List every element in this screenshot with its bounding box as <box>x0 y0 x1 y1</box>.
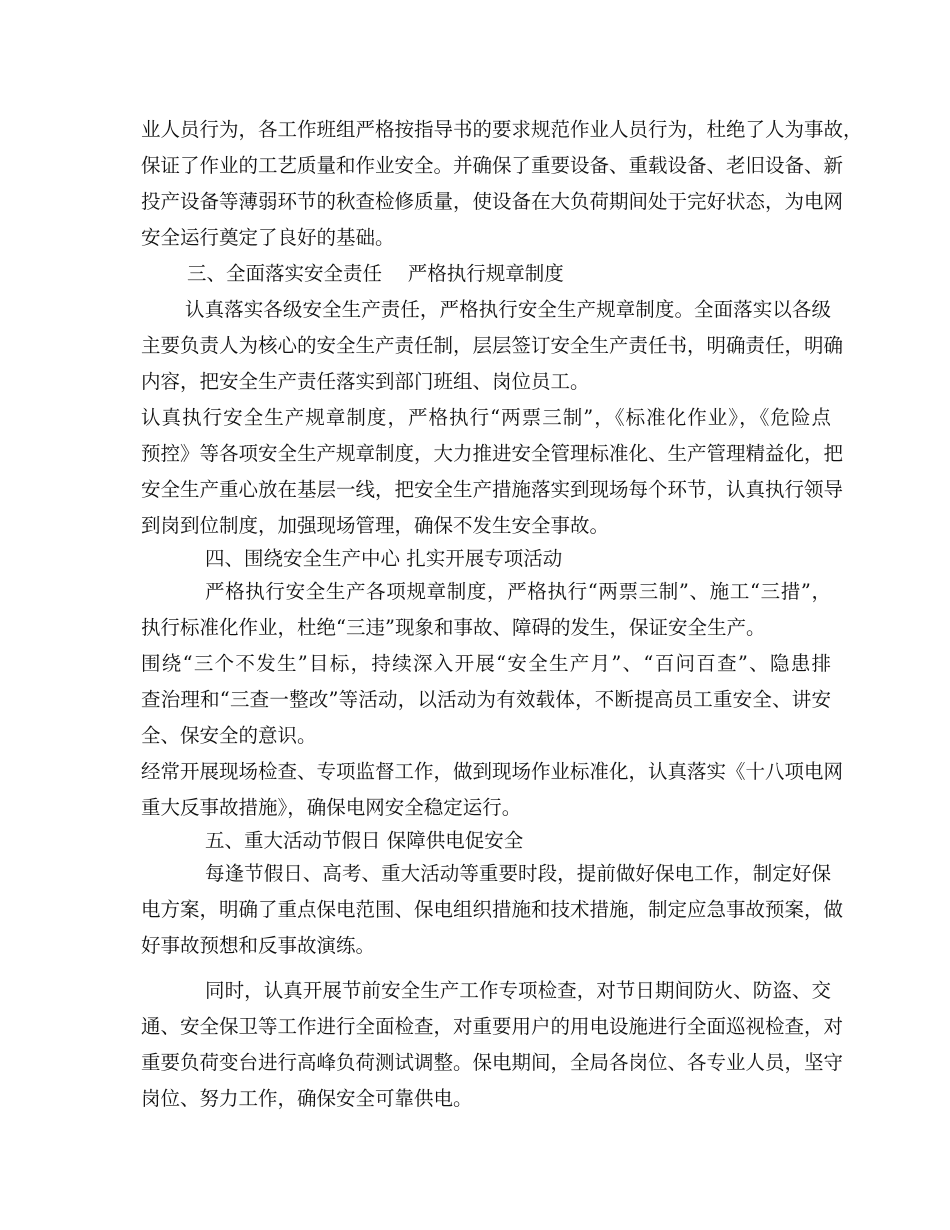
body-line-14: 严格执行安全生产各项规章制度，严格执行“两票三制”、施工“三措”， <box>205 580 831 603</box>
body-line-20: 重大反事故措施》，确保电网安全稳定运行。 <box>141 796 522 819</box>
body-line-6: 认真落实各级安全生产责任，严格执行安全生产规章制度。全面落实以各级 <box>185 298 831 321</box>
body-line-1: 业人员行为，各工作班组严格按指导书的要求规范作业人员行为，杜绝了人为事故， <box>141 118 863 141</box>
body-line-8: 内容，把安全生产责任落实到部门班组、岗位员工。 <box>141 370 590 393</box>
body-line-26: 通、安全保卫等工作进行全面检查，对重要用户的用电设施进行全面巡视检查，对 <box>141 1015 844 1038</box>
body-line-15: 执行标准化作业，杜绝“三违”现象和事故、障碍的发生，保证安全生产。 <box>141 616 766 639</box>
body-line-3: 投产设备等薄弱环节的秋查检修质量，使设备在大负荷期间处于完好状态，为电网 <box>141 190 844 213</box>
body-line-27: 重要负荷变台进行高峰负荷测试调整。保电期间，全局各岗位、各专业人员，坚守 <box>141 1051 844 1074</box>
body-line-28: 岗位、努力工作，确保安全可靠供电。 <box>141 1087 473 1110</box>
body-line-11: 安全生产重心放在基层一线，把安全生产措施落实到现场每个环节，认真执行领导 <box>141 478 844 501</box>
body-line-9: 认真执行安全生产规章制度，严格执行“两票三制”，《标准化作业》，《危险点 <box>141 406 831 429</box>
body-line-19: 经常开展现场检查、专项监督工作，做到现场作业标准化，认真落实《十八项电网 <box>141 760 844 783</box>
body-line-12: 到岗到位制度，加强现场管理，确保不发生安全事故。 <box>141 514 610 537</box>
body-line-22: 每逢节假日、高考、重大活动等重要时段，提前做好保电工作，制定好保 <box>205 862 831 885</box>
body-line-23: 电方案，明确了重点保电范围、保电组织措施和技术措施，制定应急事故预案，做 <box>141 898 844 921</box>
section-heading-3: 三、全面落实安全责任 严格执行规章制度 <box>187 262 564 285</box>
body-line-10: 预控》等各项安全生产规章制度，大力推进安全管理标准化、生产管理精益化，把 <box>141 442 844 465</box>
body-line-2: 保证了作业的工艺质量和作业安全。并确保了重要设备、重载设备、老旧设备、新 <box>141 154 844 177</box>
section-heading-5: 五、重大活动节假日 保障供电促安全 <box>205 829 524 852</box>
body-line-7: 主要负责人为核心的安全生产责任制，层层签订安全生产责任书，明确责任，明确 <box>141 334 844 357</box>
body-line-4: 安全运行奠定了良好的基础。 <box>141 226 395 249</box>
body-line-25: 同时，认真开展节前安全生产工作专项检查，对节日期间防火、防盗、交 <box>205 979 831 1002</box>
body-line-18: 全、保安全的意识。 <box>141 724 317 747</box>
body-line-16: 围绕“三个不发生”目标，持续深入开展“安全生产月”、“百问百查”、隐患排 <box>141 652 831 675</box>
section-heading-4: 四、围绕安全生产中心 扎实开展专项活动 <box>205 547 563 570</box>
body-line-24: 好事故预想和反事故演练。 <box>141 934 376 957</box>
body-line-17: 查治理和“三查一整改”等活动，以活动为有效载体，不断提高员工重安全、讲安 <box>141 688 831 711</box>
